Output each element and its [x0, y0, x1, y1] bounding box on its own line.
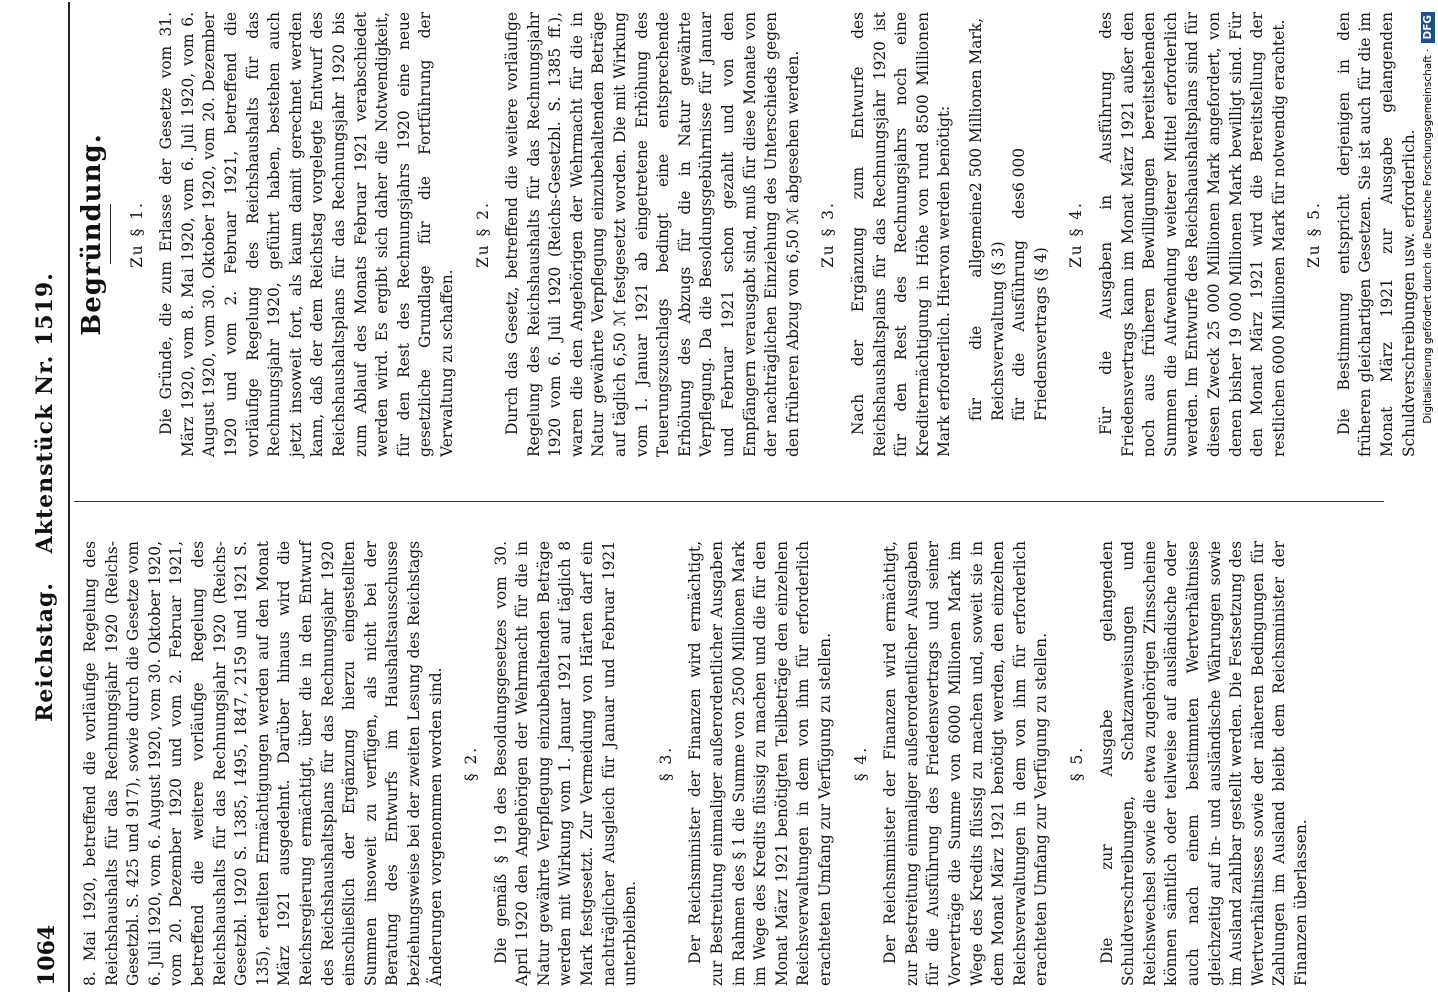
right-column — [77, 12, 1418, 457]
section-2-text: Die gemäß § 19 des Besoldungsgesetzes vom 30. April 1920 den Angehörigen der Wehrmacht für die in Natur gewährte Verpflegung einzubehaltenden Beträge werden mit Wirkung vom 1. Januar 1921 auf täglich 8 Mark festgesetzt. Zur Vermeidung von Härten darf ein nachträglicher Ausgleich für Januar und Februar 1921 unterbleiben. — [491, 541, 640, 986]
justification-1-heading: Zu § 1. — [127, 201, 146, 268]
credit-row-general-label: für die allgemeine Reichsverwaltung (§ 3) — [966, 192, 1007, 421]
section-3-text: Der Reichsminister der Finanzen wird ermächtigt, zur Bestreitung einmaliger außerordentlicher Ausgaben im Rahmen des § 1 die Summe von 2500 Millionen Mark im Wege des Kredits flüssig zu machen und die für den Monat März 1921 benötigten Teilbeträge den einzelnen Reichsverwaltungen in dem von ihm für erforderlich erachteten Umfang zur Verfügung zu stellen. — [686, 541, 834, 986]
credit-row-treaty — [1009, 12, 1052, 457]
credit-row-treaty-value: 6 000 — [1010, 147, 1029, 192]
digitization-credit — [1414, 0, 1434, 1000]
justification-2-heading: Zu § 2. — [473, 201, 492, 268]
credit-row-general — [966, 12, 1009, 457]
page-number: 1064 — [34, 924, 60, 986]
credit-line: Digitalisierung gefördert durch die Deutsche Forschungsgemeinschaft · — [1422, 48, 1434, 424]
section-5-heading: § 5. — [1067, 745, 1086, 782]
justification-title: Begründung. — [77, 133, 107, 336]
justification-4-heading: Zu § 4. — [1067, 201, 1086, 268]
justification-1-text: Die Gründe, die zum Erlasse der Gesetze vom 31. März 1920, vom 8. Mai 1920, vom 6. Juli 1920, vom 6. August 1920, vom 30. Oktober 1920, vom 20. Dezember 1920 und vom 2. Februar 1921, betreffend die vorläufige Regelung des Reichshaushalts für das Rechnungsjahr 1920, geführt haben, bestehen auch jetzt insoweit fort, als kaum damit gerechnet werden kann, daß der dem Reichstag vorgelegte Entwurf des Reichshaushaltsplans für das Rechnungsjahr 1920 bis zum Ablauf des Monats Februar 1921 verabschiedet werden wird. Es ergibt sich daher die Notwendigkeit, für den Rest des Rechnungsjahrs 1920 eine neue gesetzliche Grundlage für die Fortführung der Verwaltung zu schaffen. — [157, 12, 456, 457]
justification-5-heading: Zu § 5. — [1305, 201, 1324, 268]
running-title — [32, 2, 58, 992]
dfg-logo: DFG — [1421, 12, 1435, 43]
credit-row-general-value: 2 500 Millionen Mark, — [966, 17, 985, 192]
left-column — [80, 541, 1380, 986]
section-3-heading: § 3. — [656, 745, 675, 782]
section-5-text: Die zur Ausgabe gelangenden Schuldverschreibungen, Schatzanweisungen und Reichswechsel sowie die etwa zugehörigen Zinsscheine können sämtlich oder teilweise auf ausländische oder auch nach einem bestimmten Wertverhältnisse gleichzeitig auf in- und ausländische Währungen sowie im Ausland zahlbar gestellt werden. Die Festsetzung des Wertverhältnisses sowie der näheren Bedingungen für Zahlungen im Ausland bleibt dem Reichsminister der Finanzen überlassen. — [1097, 541, 1310, 986]
column-divider — [74, 501, 1384, 502]
section-4-text: Der Reichsminister der Finanzen wird ermächtigt, zur Bestreitung einmaliger außerordentlicher Ausgaben für die Ausführung des Friedensvertrags und seiner Vorverträge die Summe von 6000 Millionen Mark im Wege des Kredits flüssig zu machen und, soweit sie in dem Monat März 1921 benötigt werden, den einzelnen Reichsverwaltungen in dem von ihm für erforderlich erachteten Umfang zur Verfügung zu stellen. — [881, 541, 1051, 986]
justification-5-text: Die Bestimmung entspricht derjenigen in den früheren gleichartigen Gesetzen. Sie ist auch für die im Monat März 1921 zur Ausgabe gelangenden Schuldverschreibungen usw. erforderlich. — [1334, 12, 1418, 457]
justification-3-text: Nach der Ergänzung zum Entwurfe des Reichshaushaltsplans für das Rechnungsjahr 1920 ist für den Rest des Rechnungsjahrs noch eine Kreditermächtigung in Höhe von rund 8500 Millionen Mark erforderlich. Hiervon werden benötigt: — [849, 12, 954, 457]
running-title-right: Aktenstück Nr. 1519. — [32, 272, 58, 554]
page-header — [22, 2, 70, 992]
running-title-left: Reichstag. — [32, 582, 58, 722]
justification-2-text: Durch das Gesetz, betreffend die weitere vorläufige Regelung des Reichshaushalts für das Rechnungsjahr 1920 vom 6. Juli 1920 (Reichs-Gesetzbl. S. 1385 ff.), waren die den Angehörigen der Wehrmacht für die in Natur gewährte Verpflegung einzubehaltenden Beträge auf täglich 6,50 ℳ festgesetzt worden. Die mit Wirkung vom 1. Januar 1921 ab eingetretene Erhöhung des Teuerungszuschlags bedingt eine entsprechende Erhöhung des Abzugs für die in Natur gewährte Verpflegung. Da die Besoldungsgebührnisse für Januar und Februar 1921 schon gezahlt und von den Empfängern verausgabt sind, muß für diese Monate von der nachträglichen Einziehung des Unterschieds gegen den früheren Abzug von 6,50 ℳ abgesehen werden. — [503, 12, 802, 457]
section-1-continued-text: 8. Mai 1920, betreffend die vorläufige Regelung des Reichshaushalts für das Rechnungsjahr 1920 (Reichs-Gesetzbl. S. 425 und 917), sowie durch die Gesetze vom 6. Juli 1920, vom 6. August 1920, vom 30. Oktober 1920, vom 20. Dezember 1920 und vom 2. Februar 1921, betreffend die weitere vorläufige Regelung des Reichshaushalts für das Rechnungsjahr 1920 (Reichs-Gesetzbl. 1920 S. 1385, 1495, 1847, 2159 und 1921 S. 135), erteilten Ermächtigungen werden auf den Monat März 1921 ausgedehnt. Darüber hinaus wird die Reichsregierung ermächtigt, über die in den Entwurf des Reichshaushaltsplans für das Rechnungsjahr 1920 einschließlich der Ergänzung hierzu eingestellten Summen insoweit zu verfügen, als nicht bei der Beratung des Entwurfs im Haushaltsausschusse beziehungsweise bei der zweiten Lesung des Reichstags Änderungen vorgenommen worden sind. — [81, 541, 445, 986]
section-4-heading: § 4. — [851, 745, 870, 782]
credit-breakdown — [966, 12, 1052, 457]
title-rule — [110, 205, 111, 265]
section-2-heading: § 2. — [462, 745, 481, 782]
credit-row-treaty-label: für die Ausführung des Friedensvertrags (§ 4) — [1010, 192, 1050, 421]
digitization-credit-text — [1418, 0, 1438, 1000]
justification-3-heading: Zu § 3. — [819, 201, 838, 268]
document-page — [22, 2, 1418, 992]
justification-4-text: Für die Ausgaben in Ausführung des Friedensvertrags kann im Monat März 1921 außer den noch aus früheren Bewilligungen bereitstehenden Summen die Aufwendung weiterer Mittel erforderlich werden. Im Entwurfe des Reichshaushaltsplans sind für diesen Zweck 25 000 Millionen Mark angefordert, von denen bisher 19 000 Millionen Mark bewilligt sind. Für den Monat März 1921 wird die Bereitstellung der restlichen 6000 Millionen Mark für notwendig erachtet. — [1096, 12, 1288, 457]
